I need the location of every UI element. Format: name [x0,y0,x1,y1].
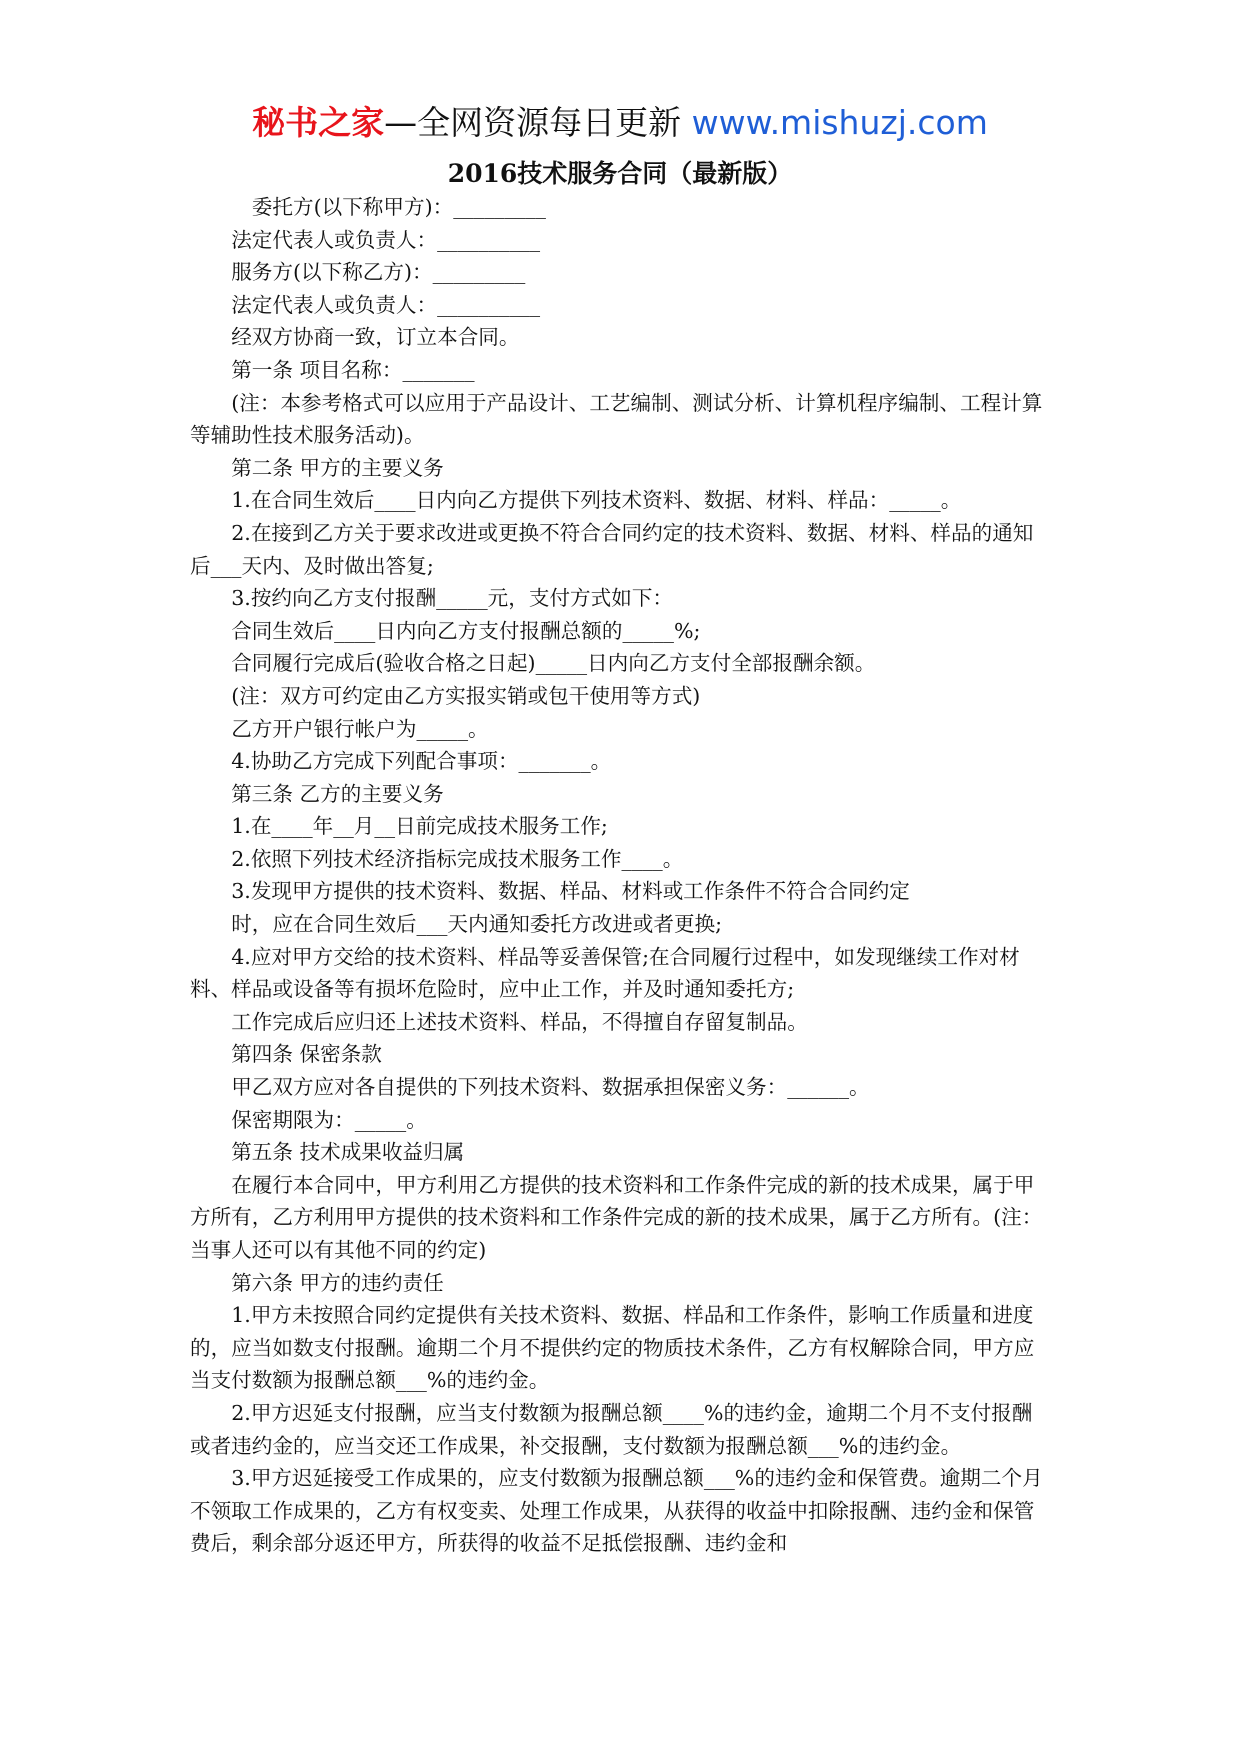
paragraph: (注：本参考格式可以应用于产品设计、工艺编制、测试分析、计算机程序编制、工程计算等辅助性技术服务活动)。 [190,390,1043,448]
paragraph: 第五条 技术成果收益归属 [231,1140,465,1165]
paragraph: 第二条 甲方的主要义务 [231,455,444,480]
paragraph: 经双方协商一致，订立本合同。 [231,325,520,350]
paragraph: 乙方开户银行帐户为_____。 [231,716,489,741]
paragraph: 1.在合同生效后____日内向乙方提供下列技术资料、数据、材料、样品：_____。 [231,488,962,513]
document-body [190,191,1048,1560]
paragraph: 委托方(以下称甲方)：_________ [251,195,546,219]
paragraph: 3.发现甲方提供的技术资料、数据、样品、材料或工作条件不符合合同约定 [231,879,910,904]
paragraph: (注：双方可约定由乙方实报实销或包干使用等方式) [231,683,701,708]
paragraph: 2.在接到乙方关于要求改进或更换不符合合同约定的技术资料、数据、材料、样品的通知后___天内、及时做出答复; [190,520,1034,578]
paragraph: 保密期限为：_____。 [231,1107,427,1132]
document-title: 2016技术服务合同（最新版） [447,159,793,188]
paragraph: 第四条 保密条款 [231,1042,382,1067]
paragraph: 法定代表人或负责人：__________ [231,227,541,252]
paragraph: 服务方(以下称乙方)：_________ [231,260,526,285]
paragraph: 工作完成后应归还上述技术资料、样品，不得擅自存留复制品。 [231,1009,808,1034]
paragraph: 1.在____年__月__日前完成技术服务工作; [231,814,608,839]
paragraph: 法定代表人或负责人：__________ [231,292,541,317]
paragraph: 第六条 甲方的违约责任 [231,1270,444,1295]
paragraph: 4.应对甲方交给的技术资料、样品等妥善保管;在合同履行过程中，如发现继续工作对材料、样品或设备等有损坏危险时，应中止工作，并及时通知委托方; [190,944,1020,1002]
paragraph: 3.甲方迟延接受工作成果的，应支付数额为报酬总额___%的违约金和保管费。逾期二个月不领取工作成果的，乙方有权变卖、处理工作成果，从获得的收益中扣除报酬、违约金和保管费后，剩余部分返还甲方，所获得的收益不足抵偿报酬、违约金和 [190,1466,1043,1556]
paragraph: 2.甲方迟延支付报酬，应当支付数额为报酬总额____%的违约金，逾期二个月不支付报酬或者违约金的，应当交还工作成果，补交报酬，支付数额为报酬总额___%的违约金。 [190,1400,1033,1458]
paragraph: 合同履行完成后(验收合格之日起)_____日内向乙方支付全部报酬余额。 [231,651,876,676]
paragraph: 甲乙双方应对各自提供的下列技术资料、数据承担保密义务：______。 [231,1075,870,1100]
brand-name: 秘书之家 [252,103,385,142]
site-header [0,98,1240,148]
site-url-link[interactable]: www.mishuzj.com [691,103,988,142]
paragraph: 合同生效后____日内向乙方支付报酬总额的_____%; [231,618,701,643]
paragraph: 2.依照下列技术经济指标完成技术服务工作____。 [231,846,684,871]
paragraph: 在履行本合同中，甲方利用乙方提供的技术资料和工作条件完成的新的技术成果，属于甲方所有，乙方利用甲方提供的技术资料和工作条件完成的新的技术成果，属于乙方所有。(注：当事人还可以有其他不同的约定) [190,1172,1043,1262]
paragraph: 第一条 项目名称：_______ [231,357,475,382]
paragraph: 4.协助乙方完成下列配合事项：_______。 [231,749,612,774]
slogan: —全网资源每日更新 [384,103,682,142]
paragraph: 时，应在合同生效后___天内通知委托方改进或者更换; [231,912,723,937]
paragraph: 第三条 乙方的主要义务 [231,781,444,806]
paragraph: 1.甲方未按照合同约定提供有关技术资料、数据、样品和工作条件，影响工作质量和进度的，应当如数支付报酬。逾期二个月不提供约定的物质技术条件，乙方有权解除合同，甲方应当支付数额为报酬总额___%的违约金。 [190,1303,1035,1393]
paragraph: 3.按约向乙方支付报酬_____元，支付方式如下： [231,586,674,611]
